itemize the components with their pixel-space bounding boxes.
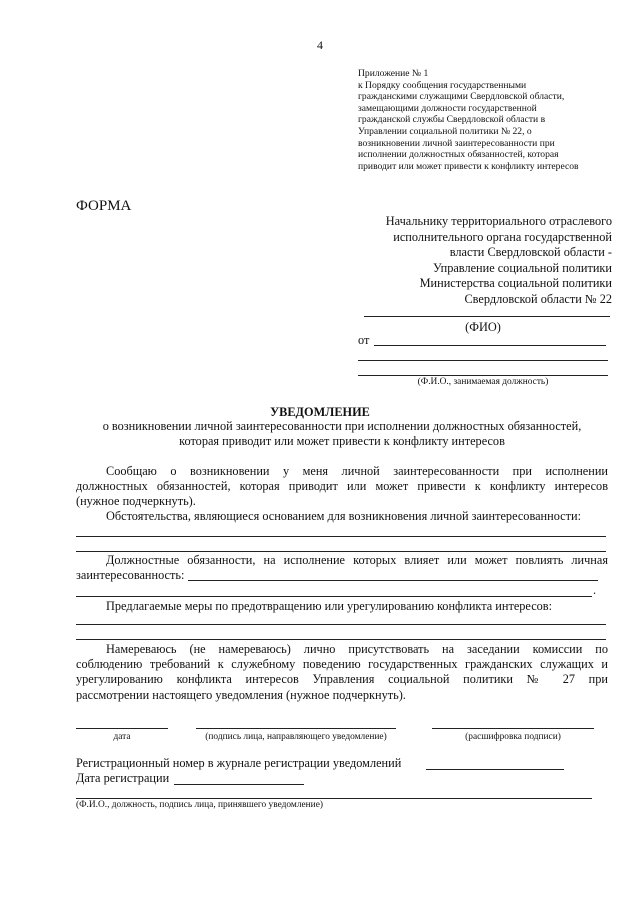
paragraph-line: Намереваюсь (не намереваюсь) лично присутствовать на заседании комиссии по (106, 642, 608, 656)
registration-number-blank-line[interactable] (426, 769, 564, 770)
decoding-caption: (расшифровка подписи) (465, 732, 561, 742)
paragraph-circumstances: Обстоятельства, являющиеся основанием для возникновения личной заинтересованности: (106, 509, 581, 523)
from-label: от (358, 333, 370, 347)
appendix-line: гражданской службы Свердловской области в (358, 114, 546, 126)
paragraph-interest-notice (76, 464, 608, 510)
appendix-line: к Порядку сообщения государственными (358, 79, 527, 91)
fio-caption: (ФИО) (465, 320, 501, 334)
from-blank-line-3[interactable] (358, 375, 608, 376)
date-caption: дата (113, 732, 131, 742)
measures-blank-line-1[interactable] (76, 624, 606, 625)
addressee-block (340, 214, 612, 308)
appendix-line: замещающими должности государственной (358, 102, 537, 114)
circumstances-blank-line-2[interactable] (76, 551, 606, 552)
subtitle-line: которая приводит или может привести к конфликту интересов (179, 433, 505, 448)
registration-number-label: Регистрационный номер в журнале регистрации уведомлений (76, 756, 402, 770)
receiver-caption: (Ф.И.О., должность, подпись лица, принявшего уведомление) (76, 800, 323, 810)
receiver-blank-line[interactable] (76, 798, 592, 799)
paragraph-line: Должностные обязанности, на исполнение которых влияет или может повлиять личная (106, 553, 608, 567)
registration-date-blank-line[interactable] (174, 784, 304, 785)
appendix-line: возникновении личной заинтересованности при (358, 137, 555, 149)
form-label: ФОРМА (76, 198, 132, 214)
addressee-line: Министерства социальной политики (419, 276, 612, 291)
paragraph-duties (76, 553, 608, 583)
signature-caption: (подпись лица, направляющего уведомление) (205, 732, 387, 742)
paragraph-line: (нужное подчеркнуть). (76, 494, 196, 509)
paragraph-line: рассмотрении настоящего уведомления (нужное подчеркнуть). (76, 687, 406, 702)
addressee-line: Свердловской области № 22 (464, 291, 612, 306)
appendix-line: Приложение № 1 (358, 68, 429, 79)
document-title: УВЕДОМЛЕНИЕ (270, 405, 370, 419)
measures-blank-line-2[interactable] (76, 639, 606, 640)
subtitle-line: о возникновении личной заинтересованности при исполнении должностных обязанностей, (102, 419, 582, 433)
appendix-line: приводит или может привести к конфликту интересов (358, 160, 579, 172)
paragraph-line: соблюдению требований к служебному поведению государственных гражданских служащих и (76, 657, 608, 672)
registration-date-label: Дата регистрации (76, 771, 170, 785)
appendix-line: гражданскими служащими Свердловской области, (358, 91, 565, 103)
paragraph-line: урегулированию конфликта интересов Управления социальной политики № 27 при (76, 672, 608, 687)
paragraph-line: Сообщаю о возникновении у меня личной заинтересованности при исполнении (106, 464, 608, 478)
addressee-line: исполнительного органа государственной (393, 229, 612, 244)
appendix-line: Управлении социальной политики № 22, о (358, 125, 532, 137)
from-blank-line-2[interactable] (358, 360, 608, 361)
from-blank-line[interactable] (374, 345, 606, 346)
duties-line-period: . (593, 583, 597, 597)
duties-blank-line-2[interactable] (76, 596, 592, 597)
addressee-line: власти Свердловской области - (449, 245, 612, 260)
fio-position-caption: (Ф.И.О., занимаемая должность) (417, 377, 549, 387)
addressee-line: Управление социальной политики (432, 260, 612, 275)
signature-blank-line[interactable] (196, 728, 396, 729)
addressee-line: Начальнику территориального отраслевого (385, 214, 612, 228)
circumstances-blank-line-1[interactable] (76, 536, 606, 537)
paragraph-measures: Предлагаемые меры по предотвращению или урегулированию конфликта интересов: (106, 599, 553, 613)
appendix-note (358, 68, 620, 172)
decoding-blank-line[interactable] (432, 728, 594, 729)
fio-blank-line[interactable] (364, 316, 610, 317)
paragraph-attendance (76, 642, 608, 703)
page-number: 4 (317, 38, 323, 52)
document-subtitle (76, 419, 608, 448)
duties-blank-line-1[interactable] (188, 580, 598, 581)
paragraph-line: заинтересованность: (76, 568, 185, 583)
date-blank-line[interactable] (76, 728, 168, 729)
appendix-line: исполнении должностных обязанностей, которая (358, 149, 559, 161)
paragraph-line: должностных обязанностей, которая приводит или может привести к конфликту интересов (76, 479, 608, 494)
